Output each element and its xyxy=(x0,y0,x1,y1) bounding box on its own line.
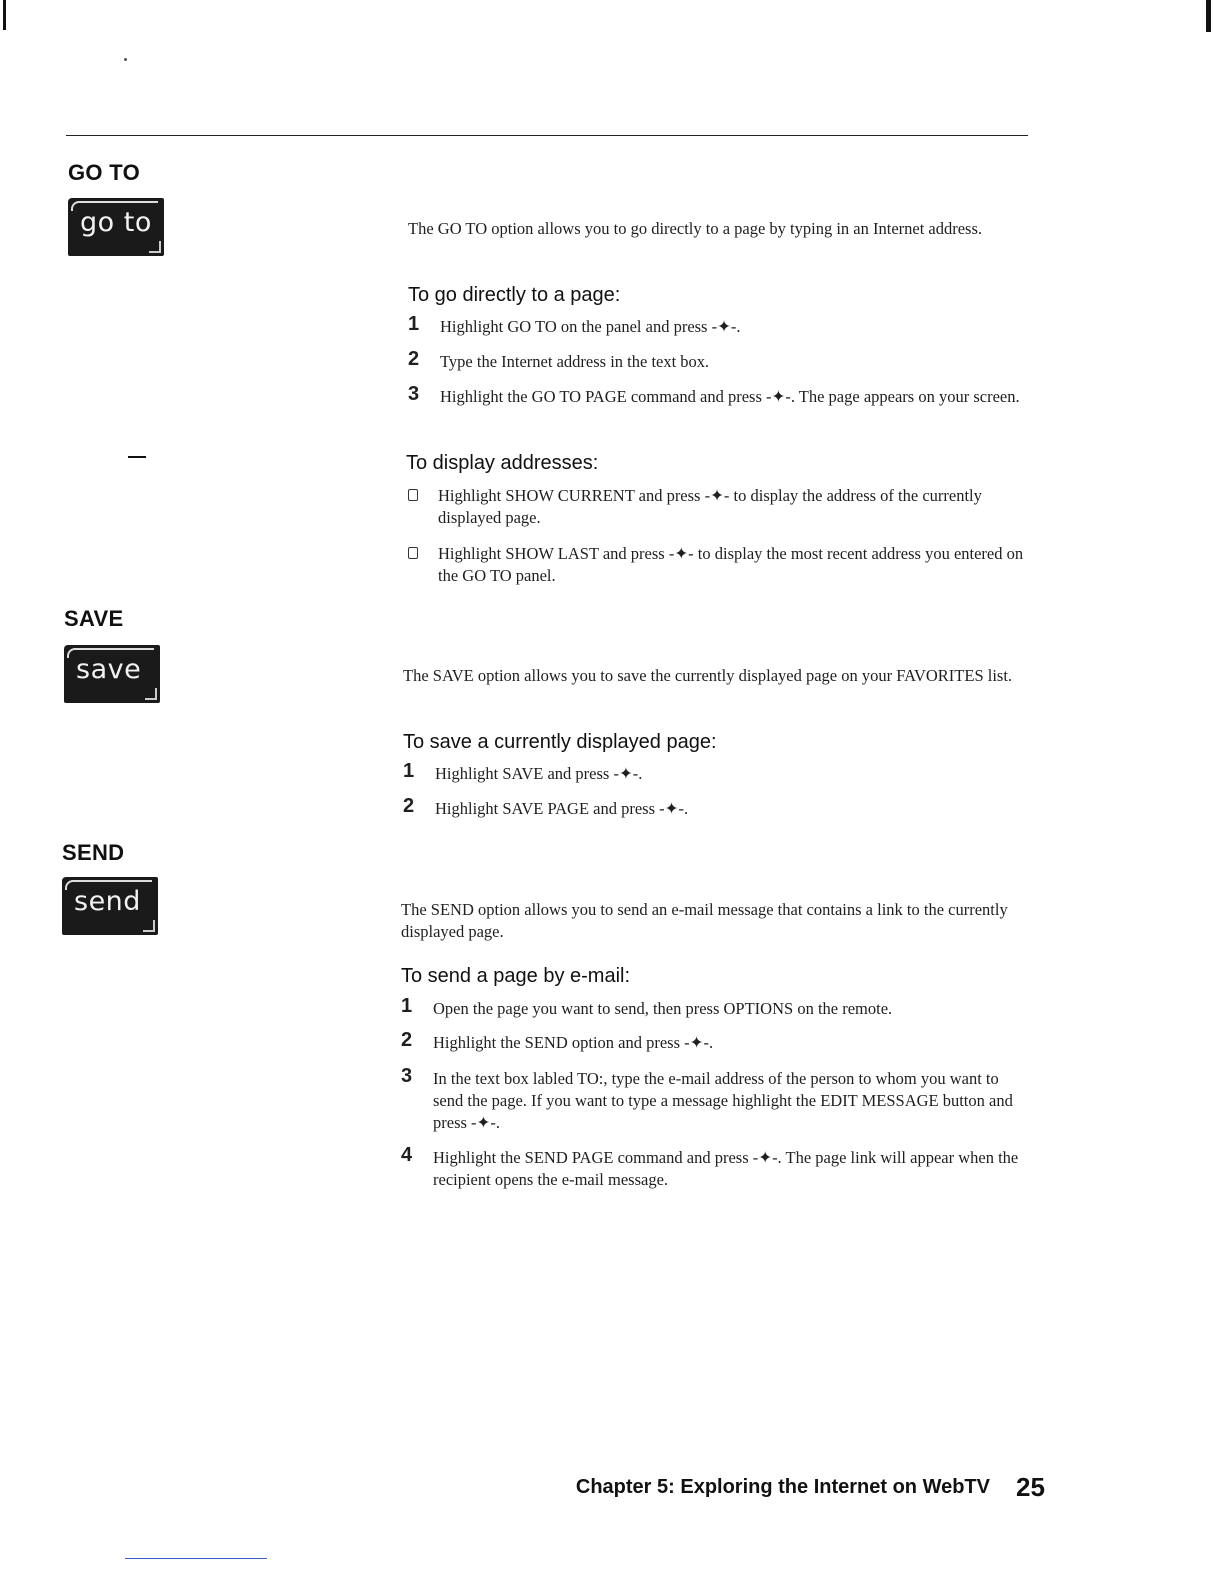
save-intro: The SAVE option allows you to save the currently displayed page on your FAVORITES list. xyxy=(403,666,1013,685)
step-number: 3 xyxy=(408,383,420,405)
send-step-1 xyxy=(401,995,1021,1020)
save-button-icon xyxy=(64,645,160,703)
bottom-rule xyxy=(125,1558,267,1559)
step-text: Highlight SAVE PAGE and press -✦-. xyxy=(435,799,689,818)
goto-step-3 xyxy=(408,383,1028,408)
save-icon-label: save xyxy=(76,654,142,685)
save-subhead: To save a currently displayed page: xyxy=(403,731,717,753)
step-text: In the text box labled TO:, type the e-mail address of the person to whom you want to send the page. If you want to type a message highlight the EDIT MESSAGE button and press -✦-. xyxy=(433,1069,1013,1132)
save-heading: SAVE xyxy=(64,606,124,631)
checkbox-icon xyxy=(408,547,418,559)
step-number: 1 xyxy=(408,313,420,335)
step-number: 2 xyxy=(408,348,420,370)
step-text: Highlight SAVE and press -✦-. xyxy=(435,764,643,783)
page-number: 25 xyxy=(1016,1472,1045,1502)
send-step-2 xyxy=(401,1029,1021,1054)
goto-step-2 xyxy=(408,348,1028,373)
send-heading: SEND xyxy=(62,840,125,865)
send-subhead: To send a page by e-mail: xyxy=(401,965,631,987)
save-step-1 xyxy=(403,760,1023,785)
scan-mark-right xyxy=(1206,0,1211,32)
goto-button-icon xyxy=(68,198,164,256)
goto-subhead-display: To display addresses: xyxy=(406,452,599,474)
chapter-footer: Chapter 5: Exploring the Internet on WebTV xyxy=(575,1476,990,1498)
step-text: Highlight GO TO on the panel and press -✦-. xyxy=(440,317,741,336)
send-step-3 xyxy=(401,1065,1021,1134)
goto-bullet-2 xyxy=(406,543,1026,587)
goto-heading: GO TO xyxy=(68,160,140,185)
step-text: Open the page you want to send, then press OPTIONS on the remote. xyxy=(433,999,893,1018)
step-number: 4 xyxy=(401,1144,413,1166)
step-text: Highlight the GO TO PAGE command and press -✦-. The page appears on your screen. xyxy=(440,387,1020,406)
goto-subhead-direct: To go directly to a page: xyxy=(408,284,621,306)
step-number: 1 xyxy=(403,760,415,782)
bullet-text: Highlight SHOW LAST and press -✦- to display the most recent address you entered on the GO TO panel. xyxy=(438,544,1024,585)
step-text: Type the Internet address in the text box. xyxy=(440,352,710,371)
step-text: Highlight the SEND PAGE command and press -✦-. The page link will appear when the recipient opens the e-mail message. xyxy=(433,1148,1019,1189)
speck xyxy=(124,58,127,61)
save-step-2 xyxy=(403,795,1023,820)
goto-intro: The GO TO option allows you to go directly to a page by typing in an Internet address. xyxy=(408,219,983,238)
send-icon-label: send xyxy=(74,886,141,917)
send-intro: The SEND option allows you to send an e-mail message that contains a link to the currently displayed page. xyxy=(401,900,1008,941)
scan-mark-left xyxy=(3,0,6,30)
goto-bullet-1 xyxy=(406,485,1026,529)
step-number: 2 xyxy=(403,795,415,817)
goto-step-1 xyxy=(408,313,1028,338)
send-step-4 xyxy=(401,1144,1021,1191)
send-button-icon xyxy=(62,877,158,935)
checkbox-icon xyxy=(408,489,418,501)
step-number: 1 xyxy=(401,995,413,1017)
step-number: 3 xyxy=(401,1065,413,1087)
goto-icon-label: go to xyxy=(80,207,152,238)
dash-mark xyxy=(128,456,146,458)
step-number: 2 xyxy=(401,1029,413,1051)
bullet-text: Highlight SHOW CURRENT and press -✦- to display the address of the currently displayed page. xyxy=(438,486,982,527)
top-rule xyxy=(66,135,1028,136)
step-text: Highlight the SEND option and press -✦-. xyxy=(433,1033,714,1052)
